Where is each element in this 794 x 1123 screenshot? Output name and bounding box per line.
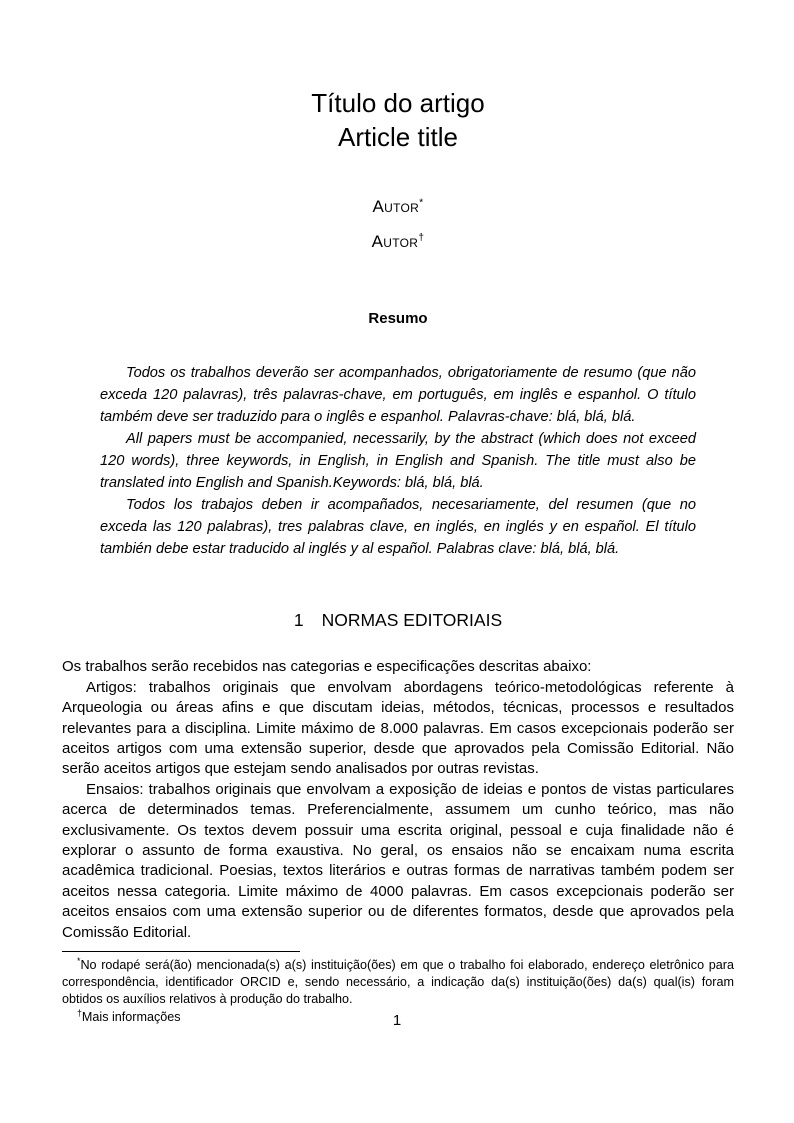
footnote-1-text: No rodapé será(ão) mencionada(s) a(s) instituição(ões) em que o trabalho foi elaborado, endereço eletrônico para correspondência, identificador ORCID e, sendo necessário, a indicação da(s) instituição(ões) da(s) qual(is) foram obtidos os auxílios relativos à produção do trabalho. bbox=[62, 957, 734, 1007]
author-2 bbox=[62, 232, 734, 252]
abstract-paragraph-pt: Todos os trabalhos deverão ser acompanhados, obrigatoriamente de resumo (que não exceda 120 palavras), três palavras-chave, em português, em inglês e espanhol. O título também deve ser traduzido para o inglês e espanhol. Palavras-chave: blá, blá, blá. bbox=[100, 365, 696, 426]
footnote-rule bbox=[62, 951, 300, 952]
article-title-line-1: Título do artigo bbox=[311, 88, 485, 118]
article-title bbox=[62, 86, 734, 155]
abstract-paragraph-es: Todos los trabajos deben ir acompañados, necesariamente, del resumen (que no exceda las 120 palabras), tres palabras clave, en inglés, en inglés y en español. El título también debe estar traducido al inglés y al español. Palabras clave: blá, blá, blá. bbox=[100, 496, 696, 557]
footnote-2-text: Mais informações bbox=[81, 1009, 181, 1024]
footnote-1 bbox=[62, 957, 734, 1009]
author-block bbox=[62, 197, 734, 253]
abstract-heading: Resumo bbox=[368, 310, 428, 328]
section-heading bbox=[62, 610, 734, 631]
author-1-footnote-mark: * bbox=[419, 195, 424, 208]
abstract-paragraph-en: All papers must be accompanied, necessarily, by the abstract (which does not exceed 120 words), three keywords, in English, in English and Spanish. The title must also be translated into English and Spanish.Keywords: blá, blá, blá. bbox=[100, 431, 696, 491]
page-number: 1 bbox=[392, 1012, 402, 1029]
abstract-section bbox=[62, 363, 734, 560]
author-2-footnote-mark: † bbox=[418, 231, 425, 244]
article-title-line-2: Article title bbox=[338, 122, 458, 153]
author-2-name: Autor bbox=[371, 232, 419, 252]
footnote-2-mark: † bbox=[77, 1007, 82, 1018]
body-paragraph-artigos: Artigos: trabalhos originais que envolvam abordagens teórico-metodológicas referente à Arqueologia ou áreas afins e que discutam ideias, métodos, técnicas, processos e resultados relevantes para a disciplina. Limite máximo de 8.000 palavras. Em casos excepcionais poderão ser aceitos artigos com uma extensão superior, desde que aprovados pela Comissão Editorial. Não serão aceitos artigos que estejam sendo analisados por outras revistas. bbox=[62, 678, 734, 778]
footnote-1-mark: * bbox=[77, 955, 81, 966]
body-paragraph-ensaios: Ensaios: trabalhos originais que envolvam a exposição de ideias e pontos de vistas particulares acerca de determinados temas. Preferencialmente, assumem um cunho teórico, mas não exclusivamente. Os textos devem possuir uma escrita original, pessoal e cuja finalidade não é explorar o assunto de forma exaustiva. No geral, os ensaios não se encaixam numa escrita acadêmica tradicional. Poesias, textos literários e outras formas de narrativas também podem ser aceitos nessa categoria. Limite máximo de 4000 palavras. Em casos excepcionais poderão ser aceitos ensaios com uma extensão superior ou de diferentes formatos, desde que aprovados pela Comissão Editorial. bbox=[62, 780, 734, 941]
author-1-name: Autor bbox=[372, 196, 420, 216]
body-text bbox=[62, 657, 734, 942]
section-number: 1 bbox=[293, 610, 304, 631]
section-title: NORMAS EDITORIAIS bbox=[321, 610, 503, 631]
body-paragraph-intro: Os trabalhos serão recebidos nas categorias e especificações descritas abaixo: bbox=[62, 658, 592, 676]
author-1 bbox=[62, 197, 734, 217]
